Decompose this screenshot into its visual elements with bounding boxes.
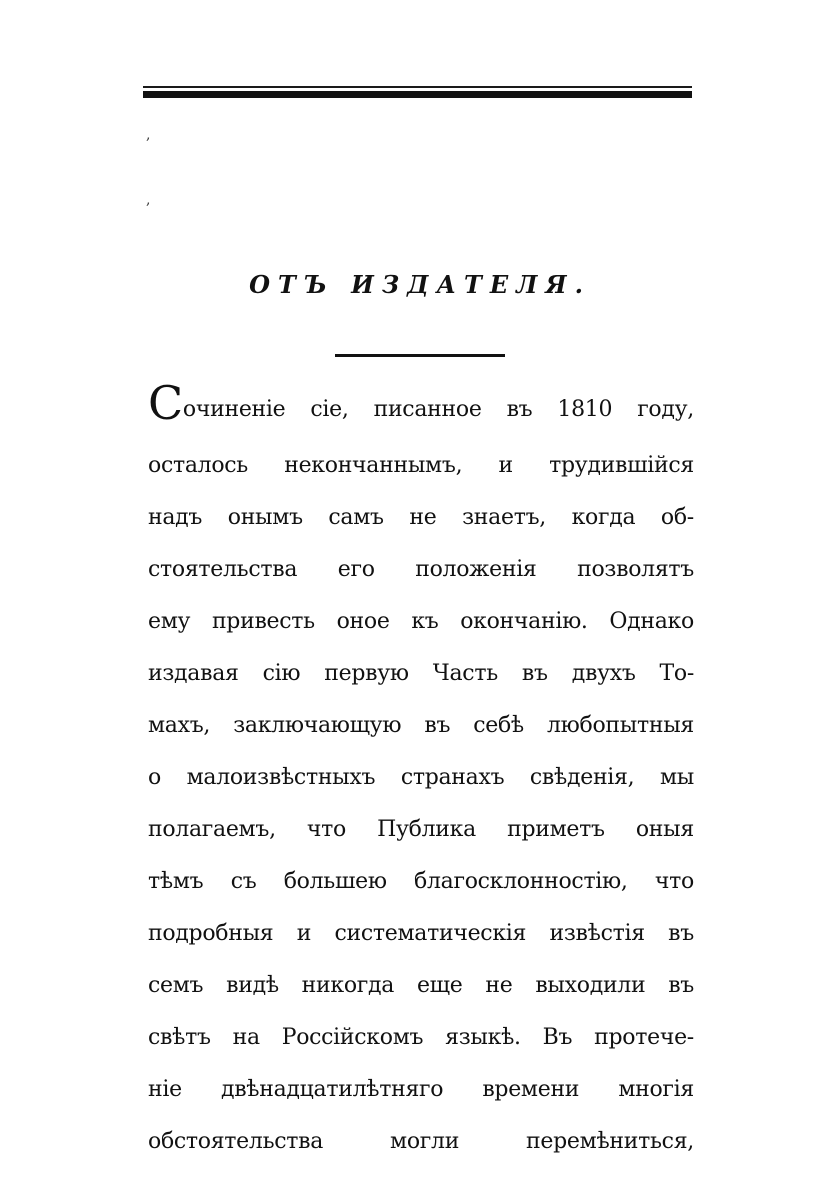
word: извѣстія	[549, 921, 645, 946]
word: перемѣниться,	[526, 1129, 694, 1154]
section-heading: ОТЪ ИЗДАТЕЛЯ.	[249, 270, 591, 299]
word: малоизвѣстныхъ	[186, 765, 376, 790]
word: самъ	[328, 505, 384, 530]
word: обстоятельства	[148, 1129, 324, 1154]
word: многія	[618, 1077, 694, 1102]
word: сію	[262, 661, 301, 686]
word: любопытныя	[546, 713, 694, 738]
first-line-text	[183, 380, 694, 440]
word: большею	[283, 869, 387, 894]
word: двухъ	[571, 661, 636, 686]
word: когда	[571, 505, 636, 530]
word: на	[232, 1025, 260, 1050]
word: видѣ	[226, 973, 279, 998]
word: мы	[659, 765, 694, 790]
word: могли	[390, 1129, 460, 1154]
word: выходили	[535, 973, 646, 998]
word: махъ,	[148, 713, 211, 738]
word: не	[409, 505, 437, 530]
word: ему	[148, 609, 191, 634]
word: что	[654, 869, 694, 894]
word: никогда	[301, 973, 395, 998]
word: надъ	[148, 505, 203, 530]
word: заключающую	[233, 713, 402, 738]
text-line-first	[148, 376, 694, 440]
print-speck: ,	[146, 192, 151, 208]
word: что	[306, 817, 346, 842]
word: сіе,	[310, 397, 349, 422]
word: не	[485, 973, 513, 998]
word: въ	[668, 973, 694, 998]
word: 1810	[557, 397, 613, 422]
text-line	[148, 804, 694, 856]
word: первую	[324, 661, 409, 686]
text-line	[148, 752, 694, 804]
word: благосклонностію,	[414, 869, 628, 894]
text-line	[148, 856, 694, 908]
word: писанное	[373, 397, 482, 422]
word: положенія	[415, 557, 537, 582]
word: приметъ	[507, 817, 605, 842]
word: оное	[336, 609, 390, 634]
word: въ	[668, 921, 694, 946]
word: То-	[659, 661, 694, 686]
word: протече-	[594, 1025, 694, 1050]
word: свѣтъ	[148, 1025, 211, 1050]
word: онымъ	[227, 505, 303, 530]
text-line	[148, 648, 694, 700]
word: времени	[482, 1077, 580, 1102]
word: Однако	[609, 609, 694, 634]
word: языкѣ.	[445, 1025, 521, 1050]
word: въ	[521, 661, 548, 686]
word: съ	[230, 869, 257, 894]
word: и	[296, 921, 312, 946]
word: двѣнадцатилѣтняго	[220, 1077, 444, 1102]
text-line	[148, 908, 694, 960]
word: семъ	[148, 973, 204, 998]
word: трудившійся	[549, 453, 694, 478]
word: подробныя	[148, 921, 274, 946]
word: Часть	[432, 661, 498, 686]
text-line	[148, 700, 694, 752]
word: странахъ	[400, 765, 505, 790]
text-line	[148, 440, 694, 492]
text-line	[148, 492, 694, 544]
word: къ	[411, 609, 439, 634]
drop-cap: С	[148, 376, 183, 430]
print-speck: ,	[146, 127, 151, 143]
word: некончаннымъ,	[284, 453, 463, 478]
word: позволятъ	[577, 557, 694, 582]
word: Россійскомъ	[281, 1025, 424, 1050]
word: об-	[660, 505, 694, 530]
word: себѣ	[473, 713, 524, 738]
word: Въ	[542, 1025, 573, 1050]
word: о	[148, 765, 161, 790]
word: еще	[416, 973, 463, 998]
word: Публика	[377, 817, 476, 842]
word: въ	[506, 397, 533, 422]
text-line	[148, 1116, 694, 1168]
text-line	[148, 596, 694, 648]
text-line	[148, 960, 694, 1012]
top-thick-rule	[143, 91, 692, 98]
word: году,	[637, 397, 694, 422]
word: оныя	[635, 817, 694, 842]
word: систематическія	[334, 921, 527, 946]
word: издавая	[148, 661, 239, 686]
word: окончанію.	[460, 609, 588, 634]
text-line	[148, 544, 694, 596]
text-line	[148, 1012, 694, 1064]
word: стоятельства	[148, 557, 298, 582]
text-line	[148, 1064, 694, 1116]
word: свѣденія,	[529, 765, 635, 790]
word: ніе	[148, 1077, 182, 1102]
top-thin-rule	[143, 86, 692, 88]
word: въ	[424, 713, 451, 738]
word: очиненіе	[182, 397, 286, 422]
word: осталось	[148, 453, 248, 478]
word: полагаемъ,	[148, 817, 276, 842]
word: его	[337, 557, 375, 582]
word: привесть	[211, 609, 315, 634]
word: знаетъ,	[462, 505, 546, 530]
top-ornamental-rule	[143, 86, 692, 100]
word: и	[498, 453, 513, 478]
word: тѣмъ	[148, 869, 204, 894]
body-paragraph	[148, 376, 694, 1168]
heading-underline	[335, 354, 505, 357]
